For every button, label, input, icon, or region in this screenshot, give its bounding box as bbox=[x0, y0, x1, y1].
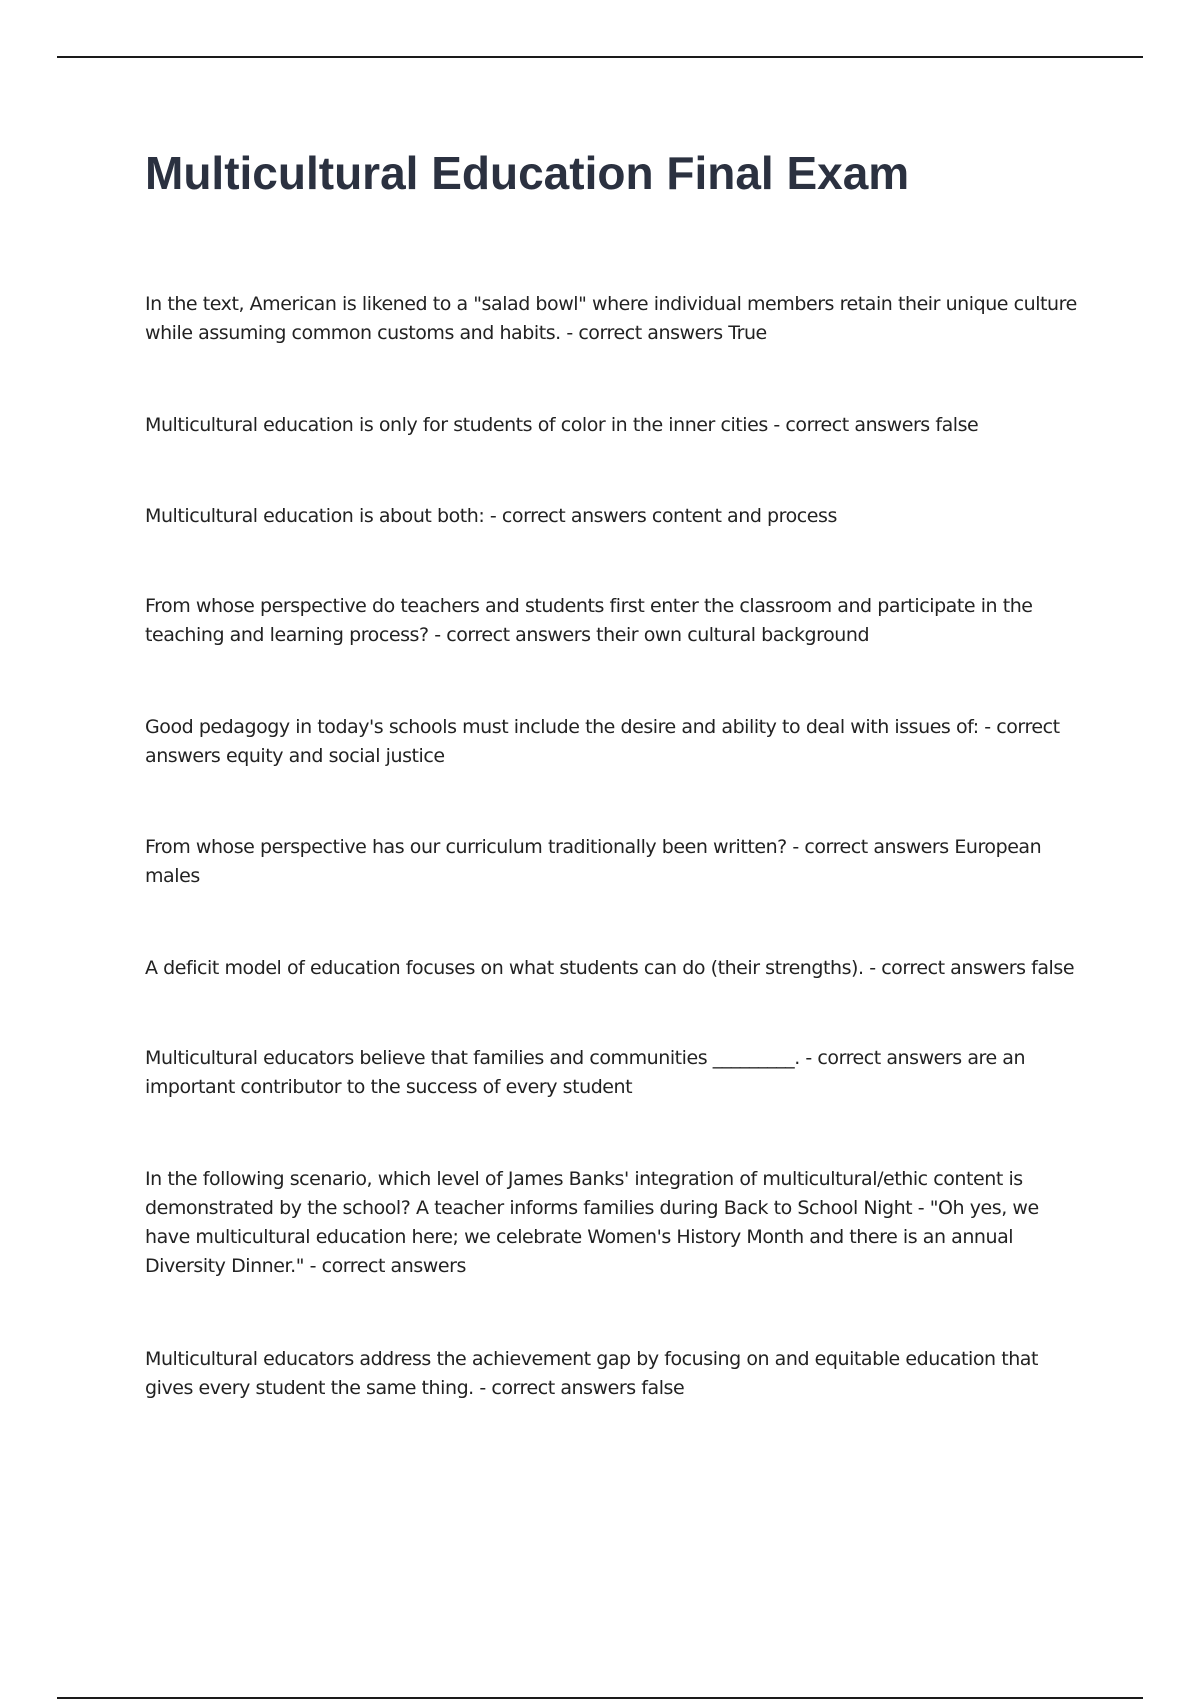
top-rule bbox=[57, 56, 1143, 58]
qa-item: In the following scenario, which level of James Banks' integration of multicultural/ethic content is demonstrated by the school? A teacher informs families during Back to School Night - "Oh yes, we have multicultural education here; we celebrate Women's History Month and there is an annual Diversity Dinner." - correct answers bbox=[145, 1168, 1039, 1277]
qa-item: Multicultural educators believe that families and communities _________. - correct answers are an important contributor to the success of every student bbox=[145, 1047, 1026, 1098]
qa-item: A deficit model of education focuses on what students can do (their strengths). - correct answers false bbox=[145, 957, 1075, 979]
page-title: Multicultural Education Final Exam bbox=[145, 147, 910, 199]
qa-item: Good pedagogy in today's schools must include the desire and ability to deal with issues of: - correct answers equity and social justice bbox=[145, 716, 1060, 767]
qa-item: From whose perspective has our curriculum traditionally been written? - correct answers European males bbox=[145, 836, 1042, 887]
qa-item: From whose perspective do teachers and students first enter the classroom and participate in the teaching and learning process? - correct answers their own cultural background bbox=[145, 595, 1033, 646]
qa-item: In the text, American is likened to a "salad bowl" where individual members retain their unique culture while assuming common customs and habits. - correct answers True bbox=[145, 293, 1077, 344]
qa-item: Multicultural educators address the achievement gap by focusing on and equitable education that gives every student the same thing. - correct answers false bbox=[145, 1348, 1038, 1399]
bottom-rule bbox=[57, 1697, 1143, 1699]
qa-item: Multicultural education is about both: - correct answers content and process bbox=[145, 505, 837, 527]
qa-item: Multicultural education is only for students of color in the inner cities - correct answers false bbox=[145, 414, 979, 436]
